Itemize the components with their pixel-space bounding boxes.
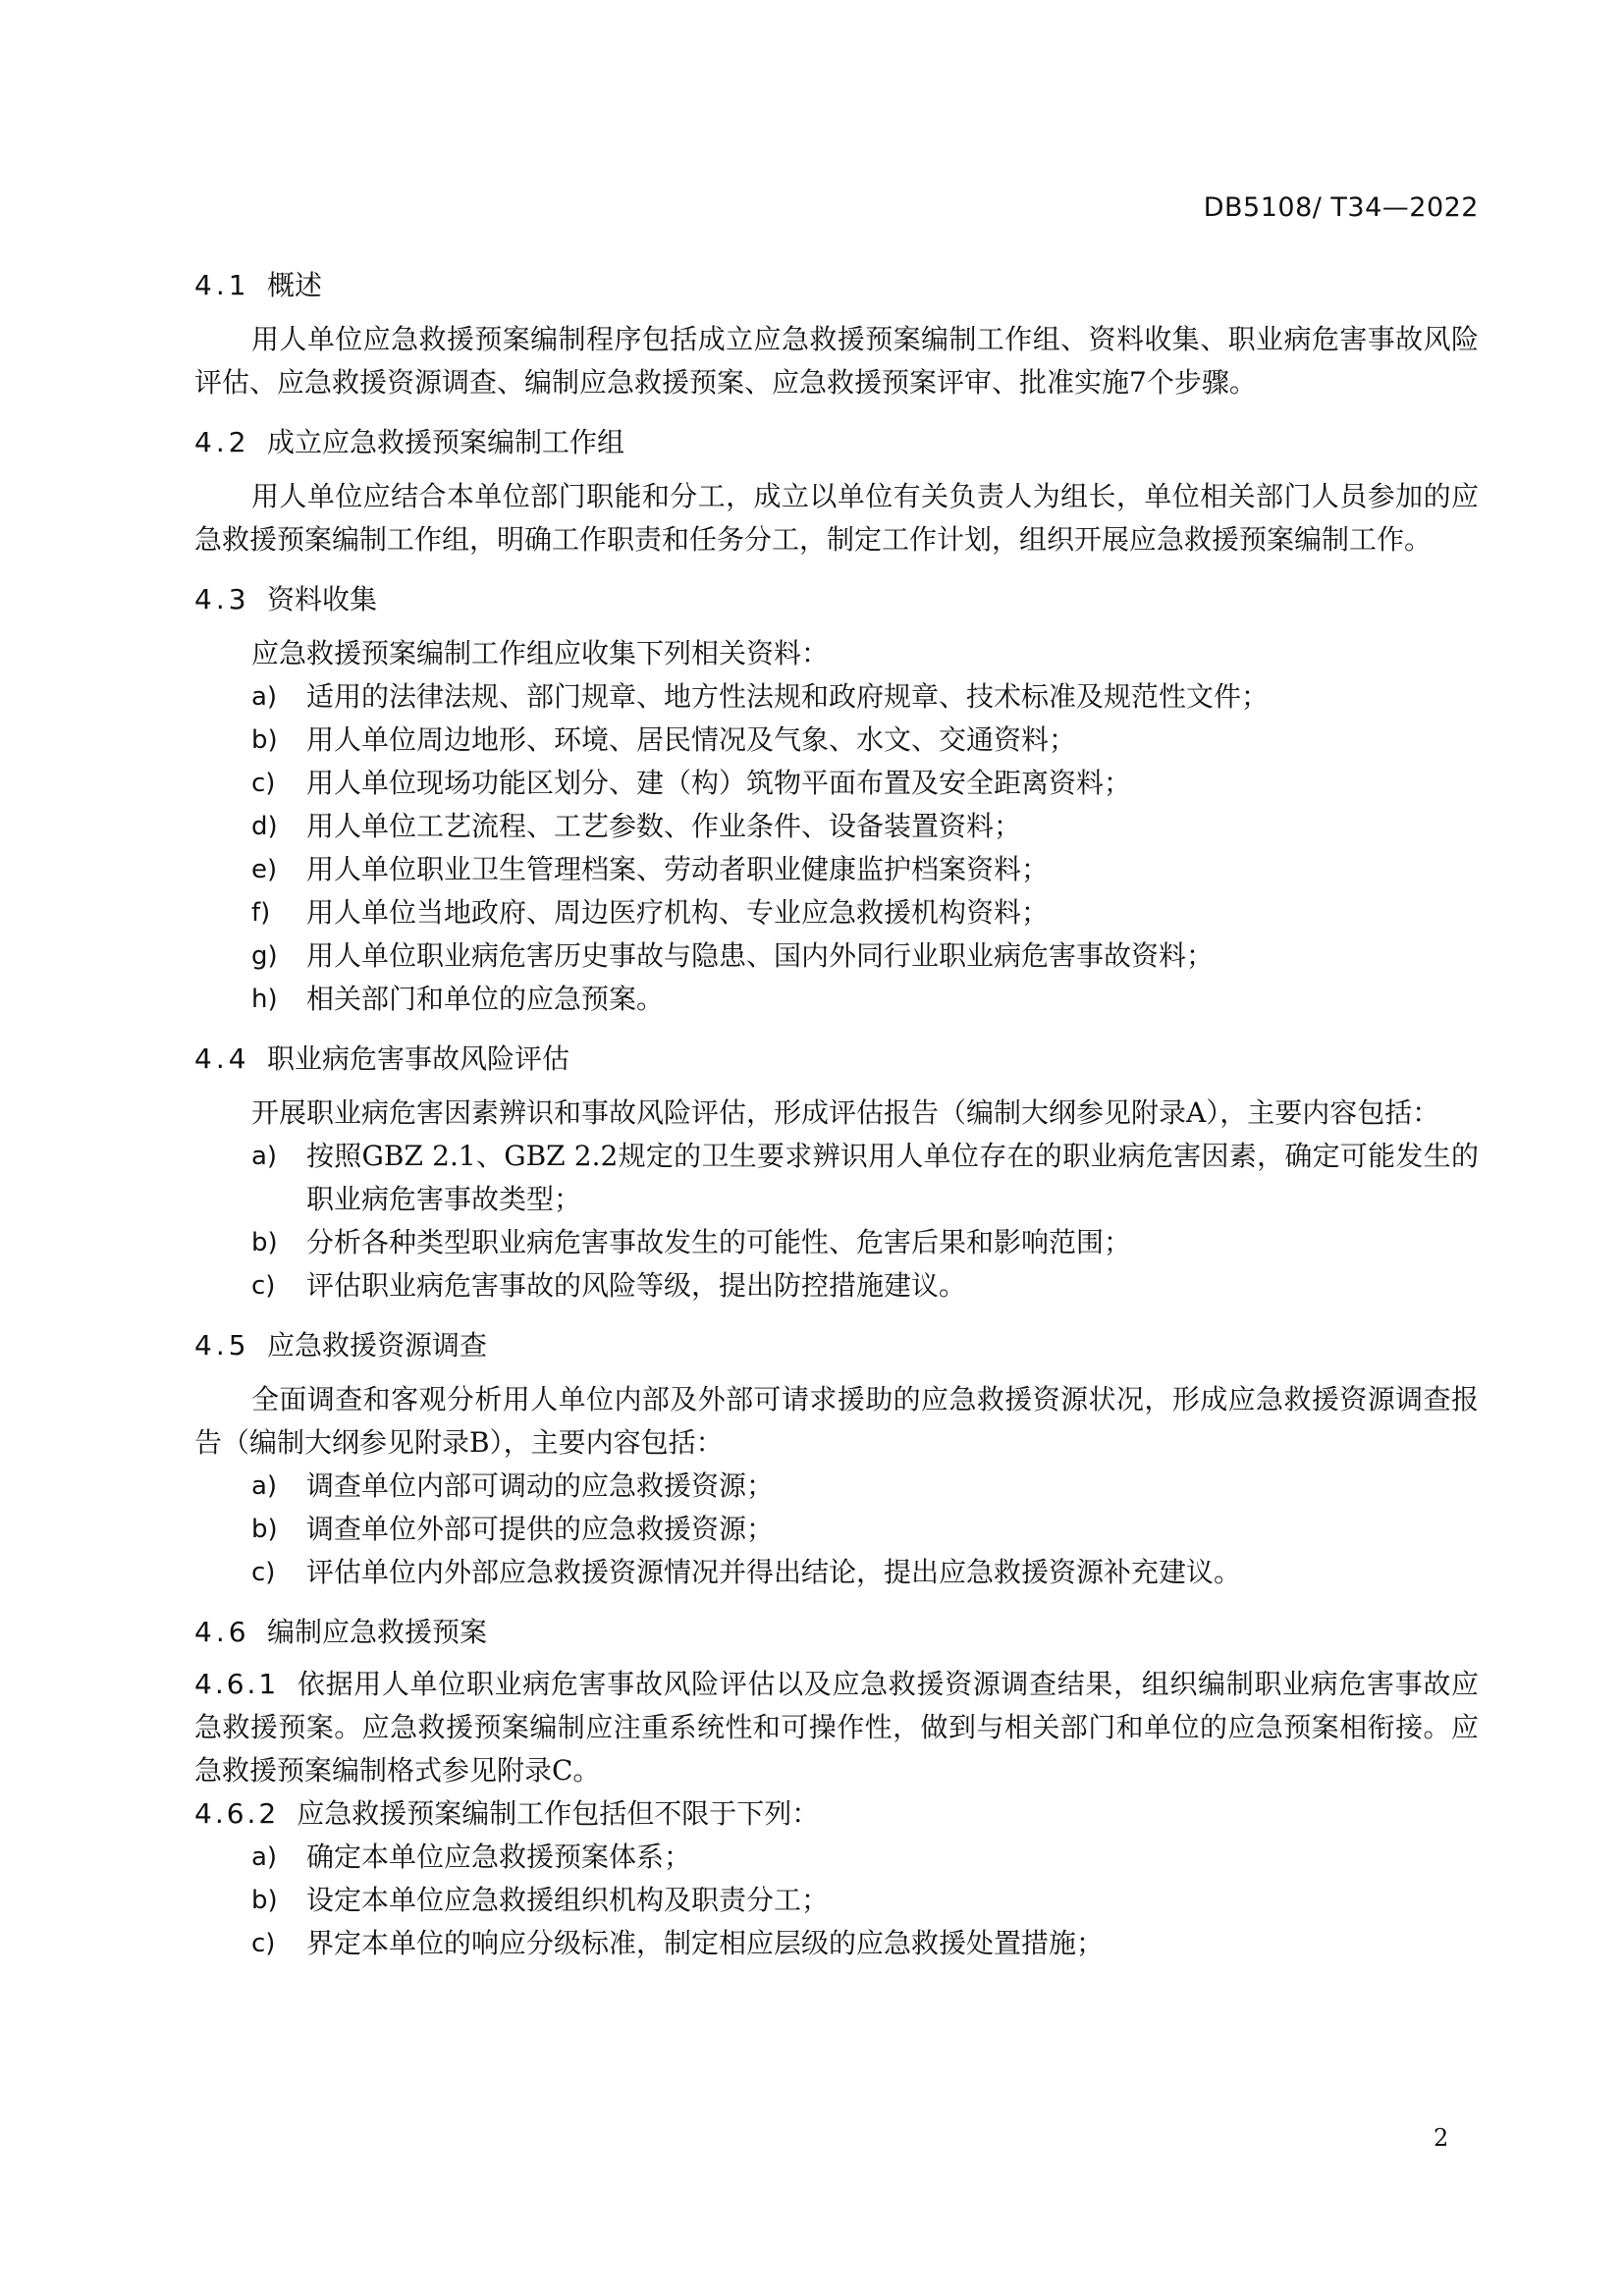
section-title: 概述 [267, 269, 323, 301]
section-number: 4.4 [194, 1042, 250, 1075]
list-item-text: 用人单位当地政府、周边医疗机构、专业应急救援机构资料； [306, 896, 1050, 929]
list-marker: c) [251, 769, 276, 798]
list-item-text: 评估职业病危害事故的风险等级，提出防控措施建议。 [306, 1269, 967, 1302]
list-item [194, 848, 1479, 891]
list-intro: 全面调查和客观分析用人单位内部及外部可请求援助的应急救援资源状况，形成应急救援资源调查报告（编制大纲参见附录B），主要内容包括： [194, 1383, 1479, 1459]
list-item [194, 978, 1479, 1021]
section-heading [194, 1037, 1479, 1082]
list-item-text: 界定本单位的响应分级标准，制定相应层级的应急救援处置措施； [306, 1927, 1105, 1959]
subsection-number: 4.6.1 [194, 1668, 280, 1700]
list-item [194, 762, 1479, 805]
list-item [194, 1465, 1479, 1508]
list-marker: a) [251, 1142, 278, 1171]
list-intro: 开展职业病危害因素辨识和事故风险评估，形成评估报告（编制大纲参见附录A），主要内容包括： [251, 1096, 1440, 1129]
list-marker: a) [251, 1471, 278, 1501]
section-heading [194, 420, 1479, 465]
subsection-text: 应急救援预案编制工作包括但不限于下列： [297, 1797, 820, 1830]
list-item [194, 1135, 1479, 1221]
list-item-text: 确定本单位应急救援预案体系； [306, 1841, 692, 1873]
section-title: 职业病危害事故风险评估 [267, 1042, 570, 1075]
section-title: 资料收集 [267, 583, 378, 615]
list-item [194, 934, 1479, 978]
list-item-text: 相关部门和单位的应急预案。 [306, 983, 665, 1015]
list-item-text: 适用的法律法规、部门规章、地方性法规和政府规章、技术标准及规范性文件； [306, 680, 1270, 713]
list-item-text: 用人单位周边地形、环境、居民情况及气象、水文、交通资料； [306, 723, 1077, 756]
list-item-text: 评估单位内外部应急救援资源情况并得出结论，提出应急救援资源补充建议。 [306, 1556, 1242, 1588]
list-item [194, 1922, 1479, 1965]
section-heading [194, 1610, 1479, 1655]
list-item [194, 1264, 1479, 1308]
subsection-paragraph [194, 1792, 1479, 1836]
list-marker: b) [251, 1886, 278, 1915]
section-heading [194, 1323, 1479, 1368]
list-item [194, 1221, 1479, 1264]
page-number: 2 [1434, 2124, 1449, 2152]
list-item [194, 1879, 1479, 1922]
subsection-paragraph [194, 1663, 1479, 1792]
list-marker: c) [251, 1929, 276, 1958]
section-number: 4.5 [194, 1329, 250, 1362]
list-marker: d) [251, 812, 278, 841]
list-marker: g) [251, 941, 278, 971]
list-marker: b) [251, 1515, 278, 1544]
document-code: DB5108/ T34—2022 [1203, 192, 1479, 223]
list-item [194, 805, 1479, 848]
paragraph: 用人单位应急救援预案编制程序包括成立应急救援预案编制工作组、资料收集、职业病危害事故风险评估、应急救援资源调查、编制应急救援预案、应急救援预案评审、批准实施7个步骤。 [194, 323, 1479, 399]
list-item-text: 分析各种类型职业病危害事故发生的可能性、危害后果和影响范围； [306, 1226, 1132, 1258]
list-item-text: 设定本单位应急救援组织机构及职责分工； [306, 1884, 830, 1916]
section-title: 成立应急救援预案编制工作组 [267, 426, 625, 458]
list-marker: c) [251, 1558, 276, 1587]
list-marker: b) [251, 725, 278, 755]
list-marker: e) [251, 855, 278, 884]
list-item [194, 1551, 1479, 1594]
section-number: 4.6 [194, 1616, 250, 1648]
subsection-number: 4.6.2 [194, 1797, 280, 1830]
section-title: 编制应急救援预案 [267, 1616, 488, 1648]
list-item-text: 用人单位职业卫生管理档案、劳动者职业健康监护档案资料； [306, 853, 1050, 885]
list-marker: a) [251, 682, 278, 712]
list-item-text: 调查单位内部可调动的应急救援资源； [306, 1469, 775, 1502]
list-item-text: 按照GBZ 2.1、GBZ 2.2规定的卫生要求辨识用人单位存在的职业病危害因素，确定可能发生的职业病危害事故类型； [306, 1140, 1479, 1215]
section-heading [194, 263, 1479, 308]
list-item-text: 用人单位现场功能区划分、建（构）筑物平面布置及安全距离资料； [306, 767, 1132, 799]
section-number: 4.2 [194, 426, 250, 458]
list-marker: a) [251, 1842, 278, 1872]
list-marker: h) [251, 985, 278, 1014]
list-item [194, 719, 1479, 762]
list-item [194, 675, 1479, 719]
section-heading [194, 577, 1479, 622]
list-item-text: 调查单位外部可提供的应急救援资源； [306, 1513, 775, 1545]
list-marker: b) [251, 1228, 278, 1257]
list-item [194, 891, 1479, 934]
list-item-text: 用人单位工艺流程、工艺参数、作业条件、设备装置资料； [306, 810, 1022, 842]
paragraph: 用人单位应结合本单位部门职能和分工，成立以单位有关负责人为组长，单位相关部门人员参加的应急救援预案编制工作组，明确工作职责和任务分工，制定工作计划，组织开展应急救援预案编制工作。 [194, 480, 1479, 556]
list-item [194, 1508, 1479, 1551]
section-title: 应急救援资源调查 [267, 1329, 488, 1362]
section-number: 4.1 [194, 269, 250, 301]
subsection-text: 依据用人单位职业病危害事故风险评估以及应急救援资源调查结果，组织编制职业病危害事故应急救援预案。应急救援预案编制应注重系统性和可操作性，做到与相关部门和单位的应急预案相衔接。应急救援预案编制格式参见附录C。 [194, 1668, 1479, 1787]
page-content [194, 263, 1479, 1965]
list-intro: 应急救援预案编制工作组应收集下列相关资料： [251, 637, 830, 669]
list-item [194, 1836, 1479, 1879]
list-marker: f) [251, 898, 271, 928]
list-item-text: 用人单位职业病危害历史事故与隐患、国内外同行业职业病危害事故资料； [306, 939, 1215, 972]
section-number: 4.3 [194, 583, 250, 615]
list-marker: c) [251, 1271, 276, 1301]
